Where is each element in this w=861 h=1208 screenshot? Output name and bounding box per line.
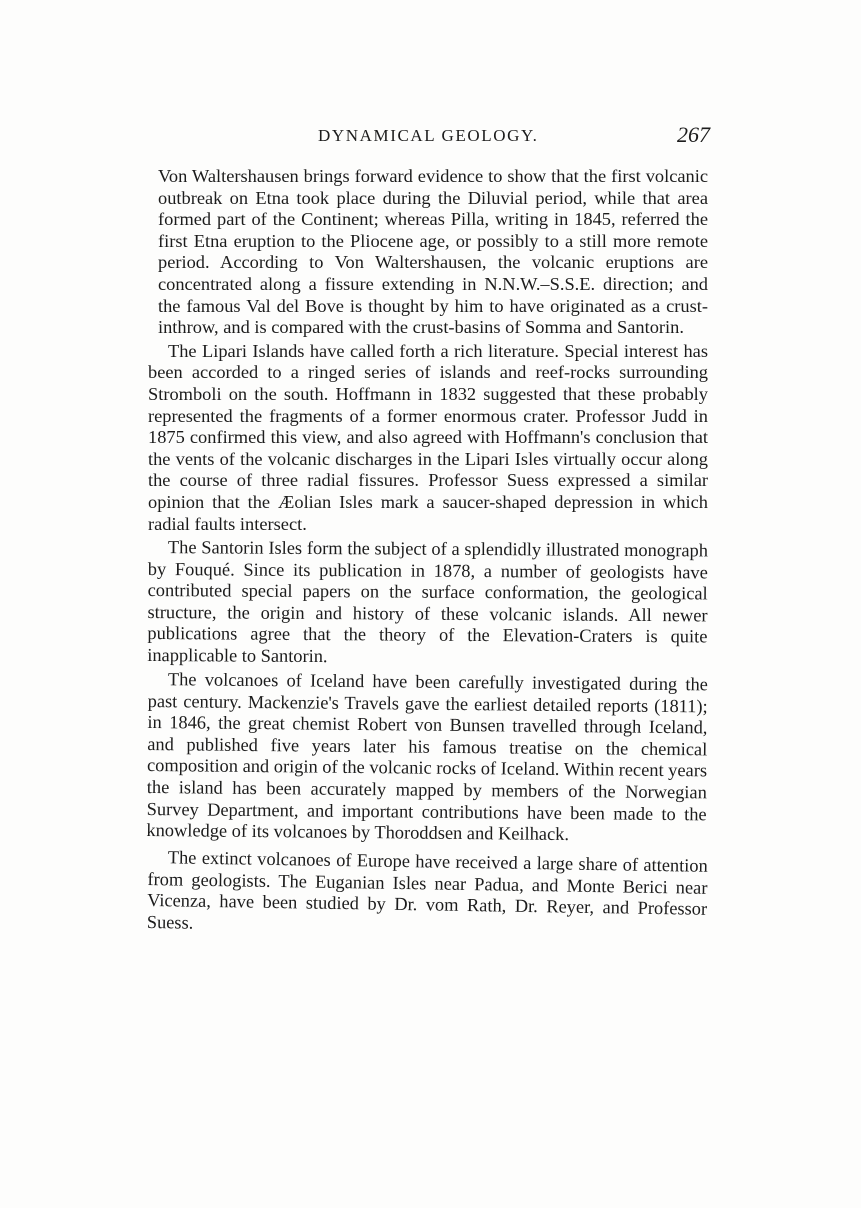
running-head [150,122,710,152]
paragraph-iceland: The volcanoes of Iceland have been carefully investigated during the past century. Mackenzie's Travels gave the earliest detailed reports (1811); in 1846, the great chemist Robert von Bunsen travelled through Iceland, and published five years later his famous treatise on the chemical composition and origin of the volcanic rocks of Iceland. Within recent years the island has been accurately mapped by members of the Norwegian Survey Department, and important contributions have been made to the knowledge of its volcanoes by Thoroddsen and Keilhack. [146,668,708,844]
paragraph-europe: The extinct volcanoes of Europe have received a large share of attention from geologists. The Euganian Isles near Padua, and Monte Berici near Vicenza, have been studied by Dr. vom Rath, Dr. Reyer, and Professor Suess. [146,847,708,933]
paragraph-santorin: The Santorin Isles form the subject of a splendidly illustrated monograph by Fouqué. Since its publication in 1878, a number of geologists have contributed special papers on the surface conformation, the geological structure, the origin and history of these volcanic islands. All newer publications agree that the theory of the Elevation-Craters is quite inapplicable to Santorin. [147,537,708,667]
paragraph-lipari: The Lipari Islands have called forth a rich literature. Special interest has been accorded to a ringed series of islands and reef-rocks surrounding Stromboli on the south. Hoffmann in 1832 suggested that these probably represented the fragments of a former enormous crater. Professor Judd in 1875 confirmed this view, and also agreed with Hoffmann's conclusion that the vents of the volcanic discharges in the Lipari Isles virtually occur along the course of three radial fissures. Professor Suess expressed a similar opinion that the Æolian Isles mark a saucer-shaped depression in which radial faults intersect. [148,340,708,534]
body-text [148,166,708,936]
page-number: 267 [677,122,710,147]
running-title: DYNAMICAL GEOLOGY. [318,126,539,145]
paragraph-etna: Von Waltershausen brings forward evidence to show that the first volcanic outbreak on Etna took place during the Diluvial period, while that area formed part of the Continent; whereas Pilla, writing in 1845, referred the first Etna eruption to the Pliocene age, or possibly to a still more remote period. According to Von Waltershausen, the volcanic eruptions are concentrated along a fissure extending in N.N.W.–S.S.E. direction; and the famous Val del Bove is thought by him to have originated as a crust-inthrow, and is compared with the crust-basins of Somma and Santorin. [158,166,708,338]
